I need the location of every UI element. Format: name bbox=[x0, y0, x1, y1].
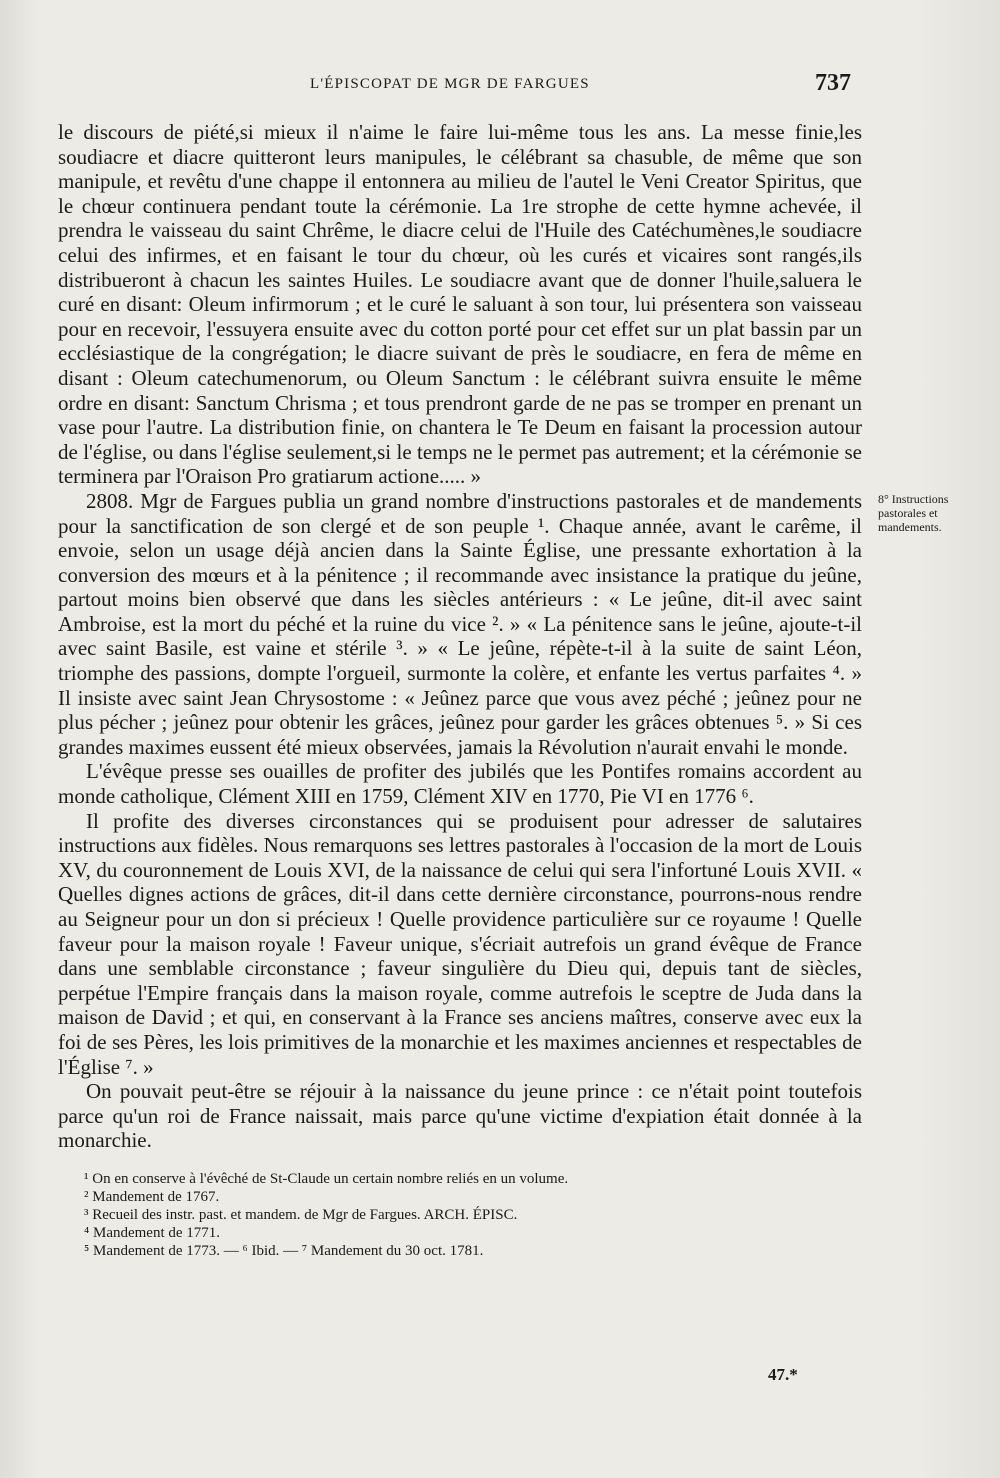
paragraph: Il profite des diverses circonstances qui se produisent pour adresser de salutaires instructions aux fidèles. Nous remarquons ses lettres pastorales à l'occasion de la mort de Louis XV, du couronnement de Louis XVI, de la naissance de celui qui sera l'infortuné Louis XVII. « Quelles dignes actions de grâces, dit-il dans cette dernière circonstance, pourrons-nous rendre au Seigneur pour un don si précieux ! Quelle providence particulière sur ce royaume ! Quelle faveur pour la maison royale ! Faveur unique, s'écriait autrefois un grand évêque de France dans une semblable circonstance ; faveur singulière du Dieu qui, depuis tant de siècles, perpétue l'Empire français dans la maison royale, comme autrefois le sceptre de Juda dans la maison de David ; et qui, en conservant à la France ses anciens maîtres, conserve avec eux la foi de ses Pères, les lois primitives de la monarchie et les maximes anciennes et respectables de l'Église ⁷. » bbox=[58, 808, 862, 1079]
paragraph: le discours de piété,si mieux il n'aime le faire lui-même tous les ans. La messe finie,les soudiacre et diacre quitteront leurs manipules, le célébrant sa chasuble, de même que son manipule, et revêtu d'une chappe il entonnera au milieu de l'autel le Veni Creator Spiritus, que le chœur continuera pendant toute la cérémonie. La 1re strophe de cette hymne achevée, il prendra le vaisseau du saint Chrême, le diacre celui de l'Huile des Catéchumènes,le soudiacre celui des infirmes, et en faisant le tour du chœur, où les curés et vicaires sont rangés,ils distribueront à chacun les saintes Huiles. Le soudiacre avant que de donner l'huile,saluera le curé en disant: Oleum infirmorum ; et le curé le saluant à son tour, lui présentera son vaisseau pour en recevoir, l'essuyera ensuite avec du cotton porté pour cet effet sur un plat bassin par un ecclésiastique de la congrégation; le diacre suivant de près le soudiacre, en fera de même en disant : Oleum catechumenorum, ou Oleum Sanctum : le célébrant suivra ensuite le même ordre en disant: Sanctum Chrisma ; et tous prendront garde de ne pas se tromper en prenant un vase pour l'autre. La distribution finie, on chantera le Te Deum en faisant la procession autour de l'église, ou dans l'église seulement,si le temps ne le permet pas autrement; et la cérémonie se terminera par l'Oraison Pro gratiarum actione..... » bbox=[58, 120, 862, 489]
signature-mark: 47.* bbox=[768, 1365, 798, 1384]
footnote: ² Mandement de 1767. bbox=[84, 1189, 220, 1205]
footnote: ⁵ Mandement de 1773. — ⁶ Ibid. — ⁷ Mandement du 30 oct. 1781. bbox=[84, 1243, 484, 1259]
footnote: ³ Recueil des instr. past. et mandem. de Mgr de Fargues. ARCH. ÉPISC. bbox=[84, 1207, 518, 1223]
paragraph: L'évêque presse ses ouailles de profiter des jubilés que les Pontifes romains accordent au monde catholique, Clément XIII en 1759, Clément XIV en 1770, Pie VI en 1776 ⁶. bbox=[58, 759, 862, 809]
main-text bbox=[58, 120, 862, 1153]
page-number: 737 bbox=[815, 70, 851, 96]
margin-note: 8° Instructions pastorales et mandements. bbox=[878, 492, 949, 534]
footnote: ¹ On en conserve à l'évêché de St-Claude un certain nombre reliés en un volume. bbox=[84, 1171, 569, 1187]
paragraph: 2808. Mgr de Fargues publia un grand nombre d'instructions pastorales et de mandements pour la sanctification de son clergé et de son peuple ¹. Chaque année, avant le carême, il envoie, selon un usage déjà ancien dans la Sainte Église, une pressante exhortation à la conversion des mœurs et à la pénitence ; il recommande avec insistance la pratique du jeûne, partout moins bien observé que dans les siècles antérieurs : « Le jeûne, dit-il avec saint Ambroise, est la mort du péché et la ruine du vice ². » « La pénitence sans le jeûne, ajoute-t-il avec saint Basile, est vaine et stérile ³. » « Le jeûne, répète-t-il à la suite de saint Léon, triomphe des passions, dompte l'orgueil, surmonte la colère, et enfante les vertus parfaites ⁴. » Il insiste avec saint Jean Chrysostome : « Jeûnez parce que vous avez péché ; jeûnez pour ne plus pécher ; jeûnez pour obtenir les grâces, jeûnez pour garder les grâces obtenues ⁵. » Si ces grandes maximes eussent été mieux observées, jamais la Révolution n'aurait envahi le monde. bbox=[58, 488, 862, 759]
running-title: L'ÉPISCOPAT DE MGR DE FARGUES bbox=[310, 76, 590, 92]
paragraph: On pouvait peut-être se réjouir à la naissance du jeune prince : ce n'était point toutefois parce qu'un roi de France naissait, mais parce qu'une victime d'expiation était donnée à la monarchie. bbox=[58, 1079, 862, 1153]
footnotes bbox=[84, 1170, 784, 1260]
footnote: ⁴ Mandement de 1771. bbox=[84, 1225, 221, 1241]
